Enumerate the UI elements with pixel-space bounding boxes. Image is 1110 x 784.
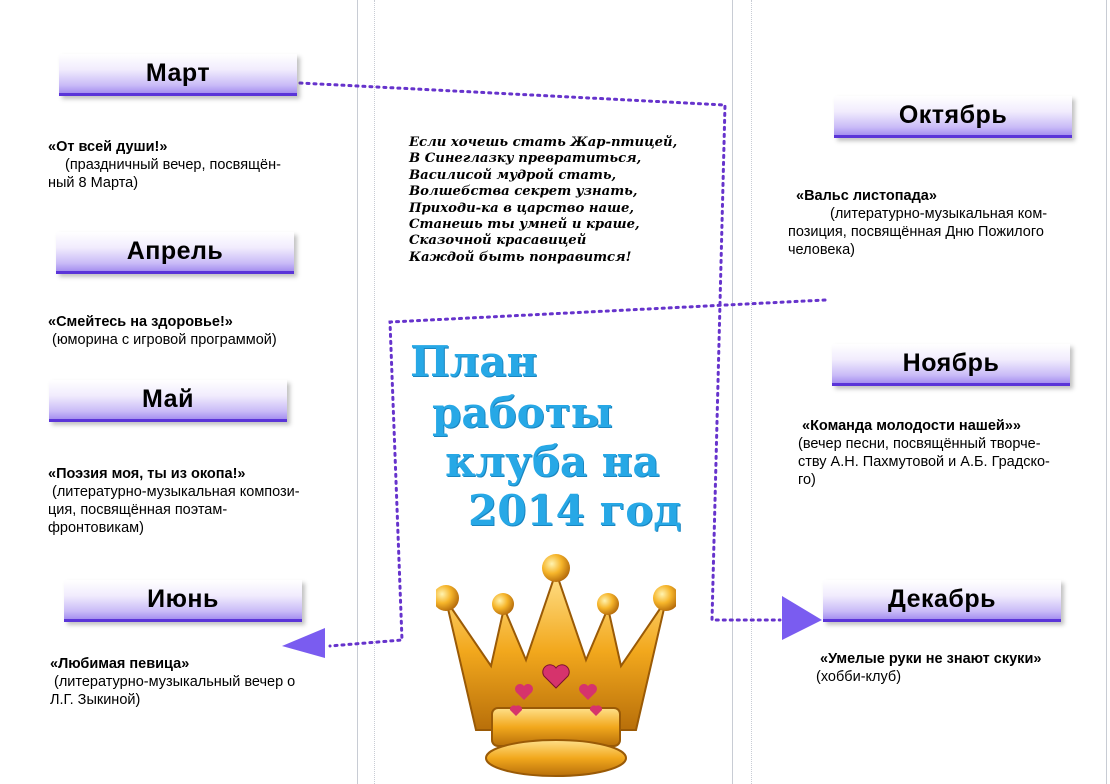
month-header-november: Ноябрь xyxy=(832,344,1070,386)
event-june xyxy=(50,655,350,709)
poem xyxy=(409,135,677,266)
title-line: План xyxy=(410,337,538,386)
poem-line: Приходи-ка в царство наше, xyxy=(409,200,634,216)
poem-line: В Синеглазку превратиться, xyxy=(409,151,642,167)
poem-line: Станешь ты умней и краше, xyxy=(409,217,640,233)
crown-icon xyxy=(436,548,676,784)
month-header-december: Декабрь xyxy=(823,580,1061,622)
event-description: (литературно-музыкальный вечер о xyxy=(54,674,296,690)
arrow-left-icon xyxy=(282,628,325,658)
title-line: работы xyxy=(432,388,613,437)
event-description: ция, посвящённая поэтам- xyxy=(48,502,228,518)
event-description: ный 8 Марта) xyxy=(48,175,139,191)
event-november xyxy=(798,417,1106,489)
event-title: «Поэзия моя, ты из окопа!» xyxy=(48,466,246,482)
month-header-may: Май xyxy=(49,380,287,422)
event-title: «Смейтесь на здоровье!» xyxy=(48,314,233,330)
event-description: (литературно-музыкальная компози- xyxy=(52,484,300,500)
event-description: (литературно-музыкальная ком- xyxy=(830,206,1048,222)
arrow-right-icon xyxy=(782,596,822,640)
month-header-april: Апрель xyxy=(56,232,294,274)
event-description: фронтовикам) xyxy=(48,520,144,536)
title-line: 2014 год xyxy=(468,486,682,535)
event-december xyxy=(816,650,1106,686)
poem-line: Сказочной красавицей xyxy=(409,233,587,249)
event-description: позиция, посвящённая Дню Пожилого xyxy=(788,224,1044,240)
event-description: ству А.Н. Пахмутовой и А.Б. Градско- xyxy=(798,454,1050,470)
event-may xyxy=(48,465,348,537)
poem-line: Если хочешь стать Жар-птицей, xyxy=(409,135,678,150)
event-description: (вечер песни, посвящённый творче- xyxy=(798,436,1041,452)
poem-line: Волшебства секрет узнать, xyxy=(409,184,638,200)
event-description: человека) xyxy=(788,242,855,258)
event-april xyxy=(48,313,348,349)
title-line: клуба на xyxy=(445,437,660,486)
event-description: (юморина с игровой программой) xyxy=(52,332,277,348)
month-header-june: Июнь xyxy=(64,580,302,622)
event-title: «Вальс листопада» xyxy=(796,188,937,204)
event-march xyxy=(48,138,348,192)
event-description: (праздничный вечер, посвящён- xyxy=(65,157,281,173)
event-title: «Любимая певица» xyxy=(50,656,190,672)
event-title: «От всей души!» xyxy=(48,139,168,155)
event-description: го) xyxy=(798,472,816,488)
event-october xyxy=(788,187,1106,259)
event-title: «Умелые руки не знают скуки» xyxy=(820,651,1042,667)
event-description: Л.Г. Зыкиной) xyxy=(50,692,141,708)
event-description: (хобби-клуб) xyxy=(816,669,902,685)
poem-line: Василисой мудрой стать, xyxy=(409,167,617,183)
event-title: «Команда молодости нашей»» xyxy=(802,418,1021,434)
month-header-october: Октябрь xyxy=(834,96,1072,138)
month-header-march: Март xyxy=(59,54,297,96)
poem-line: Каждой быть понравится! xyxy=(409,249,632,265)
